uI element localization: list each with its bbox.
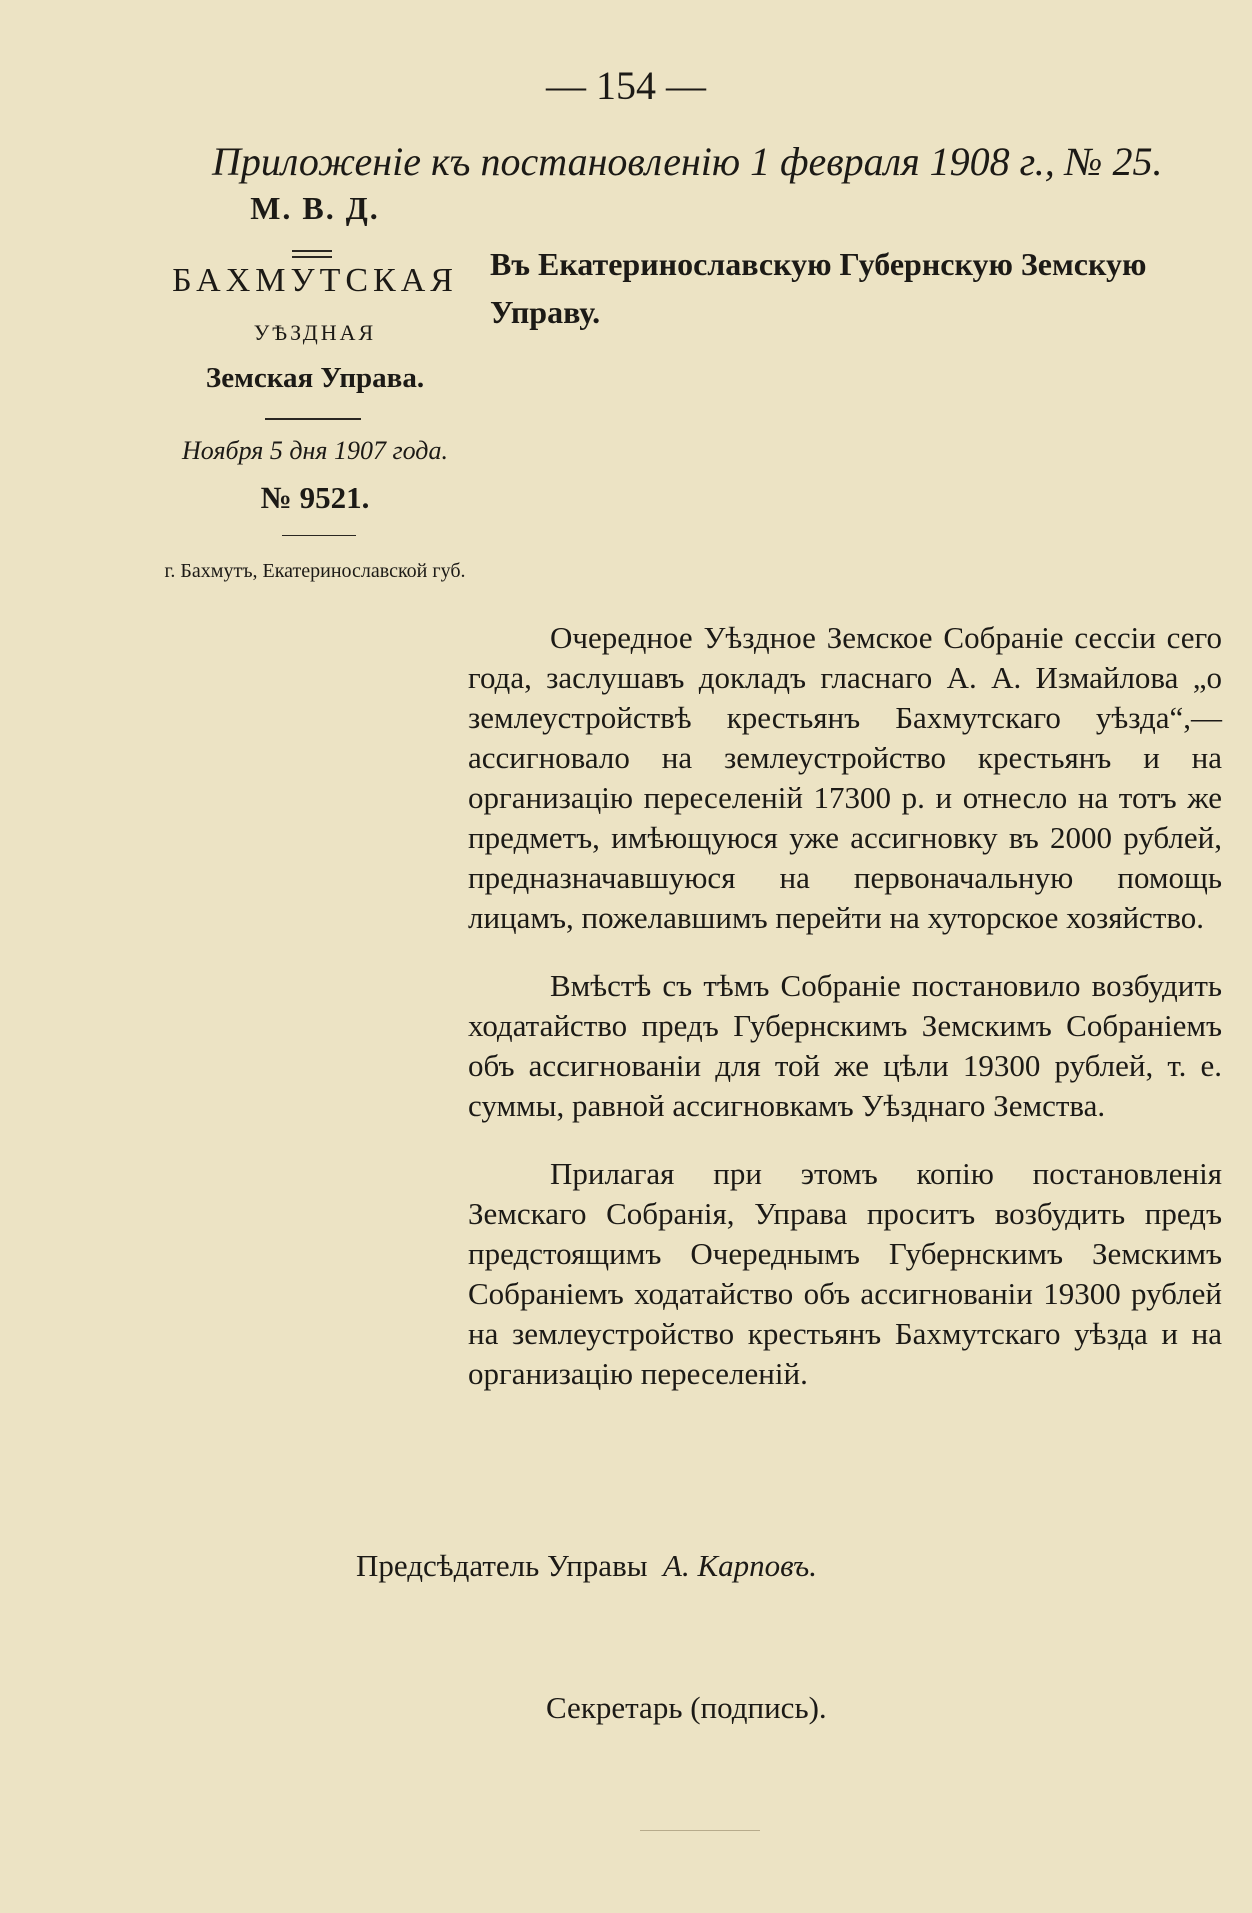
county-type: УѢЗДНАЯ	[253, 320, 377, 345]
chairman-label: Предсѣдатель Управы	[356, 1548, 648, 1583]
chairman-name: А. Карповъ.	[663, 1548, 817, 1583]
county-name: БАХМУТСКАЯ	[172, 262, 458, 299]
paragraph: Очередное Уѣздное Земское Собраніе сессіи сего года, заслушавъ докладъ гласнаго А. А. Измайлова „о землеустройствѣ крестьянъ Бахмутскаго уѣзда“,—ассигновало на землеустройство крестьянъ и на организацію переселеній 17300 р. и отнесло на тотъ же предметъ, имѣющуюся уже ассигновку въ 2000 рублей, предназначавшуюся на первоначальную помощь лицамъ, пожелавшимъ перейти на хуторское хозяйство.	[468, 620, 1222, 935]
divider	[292, 250, 332, 252]
paragraph: Вмѣстѣ съ тѣмъ Собраніе постановило возбудить ходатайство предъ Губернскимъ Земскимъ Собраніемъ объ ассигнованіи для той же цѣли 19300 рублей, т. е. суммы, равной ассигновкамъ Уѣзднаго Земства.	[468, 968, 1222, 1123]
divider	[282, 535, 356, 536]
page-number: — 154 —	[546, 63, 706, 108]
chairman-signature	[356, 1548, 817, 1584]
addressee: Въ Екатеринославскую Губернскую Земскую Управу.	[490, 246, 1147, 330]
divider	[265, 418, 361, 420]
secretary-signature: Секретарь (подпись).	[546, 1690, 827, 1725]
divider	[292, 256, 332, 258]
letter-number: № 9521.	[260, 480, 370, 515]
document-heading: Приложеніе къ постановленію 1 февраля 1908 г., № 25.	[212, 139, 1163, 184]
letter-body	[468, 618, 1222, 1422]
ministry-label: М. В. Д.	[250, 190, 380, 226]
divider	[640, 1830, 760, 1831]
paragraph: Прилагая при этомъ копію постановленія Земскаго Собранія, Управа проситъ возбудить предъ предстоящимъ Очереднымъ Губернскимъ Земскимъ Собраніемъ ходатайство объ ассигнованіи 19300 рублей на землеустройство крестьянъ Бахмутскаго уѣзда и на организацію переселеній.	[468, 1156, 1222, 1391]
letter-place: г. Бахмутъ, Екатеринославской губ.	[164, 560, 466, 582]
board-name: Земская Управа.	[205, 362, 425, 394]
letter-date: Ноября 5 дня 1907 года.	[182, 436, 448, 465]
